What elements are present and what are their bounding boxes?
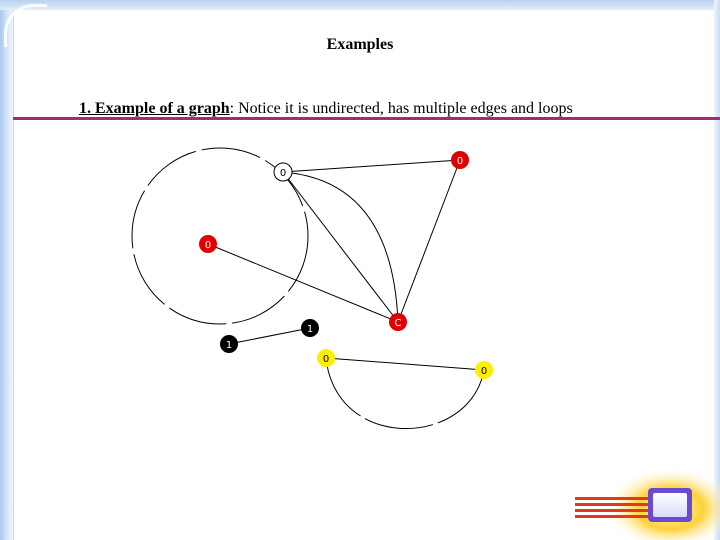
svg-text:1: 1 [225, 340, 233, 351]
edge [326, 358, 484, 370]
subtitle-prefix: 1. Example of a graph [79, 100, 230, 117]
graph-node [274, 163, 292, 181]
svg-text:1: 1 [306, 324, 314, 335]
graph-node [199, 235, 217, 253]
graph-node [475, 361, 493, 379]
edge [208, 244, 398, 322]
graph-node [317, 349, 335, 367]
svg-text:0: 0 [480, 366, 488, 377]
slide-title: Examples [326, 36, 394, 53]
graph-node [389, 313, 407, 331]
svg-text:0: 0 [204, 240, 212, 251]
svg-text:0: 0 [322, 354, 330, 365]
svg-text:0: 0 [456, 156, 464, 167]
graph-node [220, 335, 238, 353]
graph-node [301, 319, 319, 337]
edge [398, 160, 460, 322]
edge [283, 172, 398, 322]
graph-node [451, 151, 469, 169]
svg-text:C: C [394, 318, 402, 329]
edge [283, 160, 460, 172]
subtitle-rest: : Notice it is undirected, has multiple edges and loops [229, 100, 573, 117]
decorative-logo [570, 470, 720, 540]
edge [229, 328, 310, 344]
svg-text:0: 0 [279, 168, 287, 179]
